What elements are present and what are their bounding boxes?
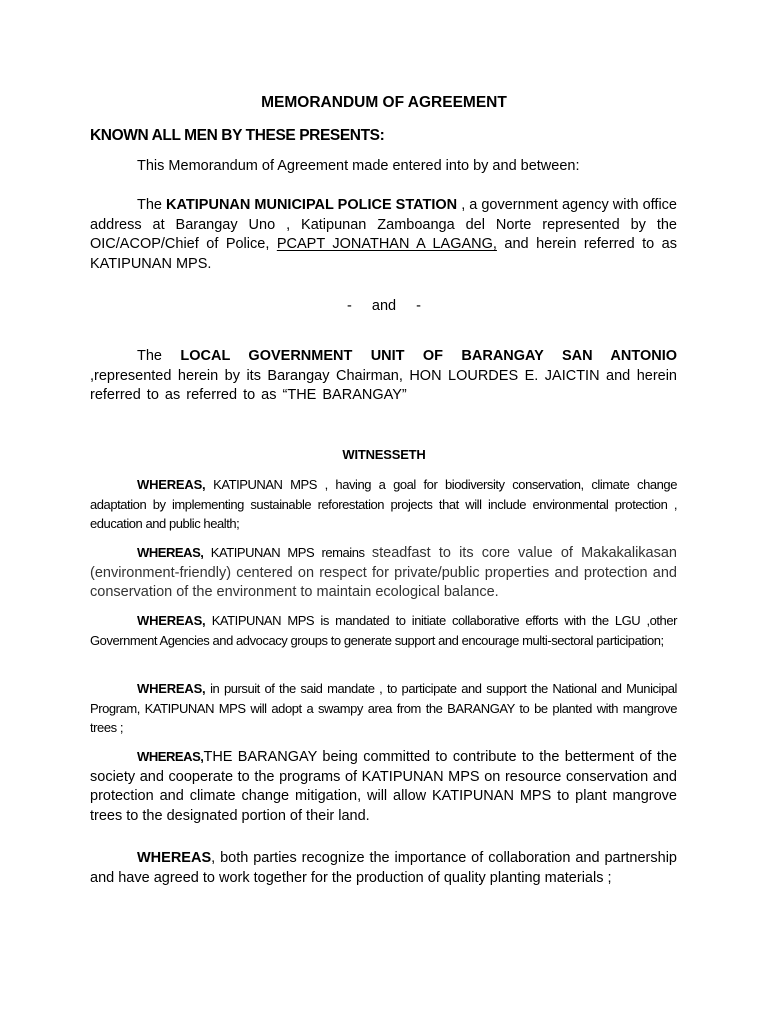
and-word: and xyxy=(371,298,397,314)
whereas-clause-6 xyxy=(90,849,677,888)
whereas-text: , both parties recognize the importance of collaboration and partnership and have agreed to work together for the production of quality planting materials ; xyxy=(90,850,677,886)
party1-text-a: , a government agency with office address at Barangay Uno , Katipunan Zamboanga del Norte represented by the OIC/ACOP/Chief of Police, xyxy=(90,197,677,252)
whereas-clause-5 xyxy=(90,747,677,826)
party1-paragraph xyxy=(90,196,677,274)
whereas-keyword: WHEREAS xyxy=(137,850,212,866)
whereas-clause-1 xyxy=(90,475,677,534)
intro-paragraph xyxy=(90,157,677,177)
whereas-text-a: KATIPUNAN MPS remains xyxy=(203,545,372,560)
party1-name: KATIPUNAN MUNICIPAL POLICE STATION xyxy=(166,197,458,213)
and-separator xyxy=(0,298,768,314)
whereas-clause-2 xyxy=(90,543,677,603)
document-title: MEMORANDUM OF AGREEMENT xyxy=(261,94,507,111)
whereas-text: KATIPUNAN MPS is mandated to initiate collaborative efforts with the LGU ,other Government Agencies and advocacy groups to generate support and encourage multi-sectoral participation; xyxy=(90,613,677,648)
whereas-clause-4 xyxy=(90,679,677,738)
party2-name: LOCAL GOVERNMENT UNIT OF BARANGAY SAN ANTONIO xyxy=(180,348,677,364)
whereas-keyword: WHEREAS, xyxy=(137,749,204,764)
whereas-clause-3 xyxy=(90,611,677,650)
party1-text-b: and herein referred to as KATIPUNAN MPS. xyxy=(90,236,677,272)
whereas-keyword: WHEREAS, xyxy=(137,681,206,696)
witnesseth-heading: WITNESSETH xyxy=(342,447,426,462)
party2-lead: The xyxy=(137,348,162,364)
party2-text: ,represented herein by its Barangay Chairman, HON LOURDES E. JAICTIN and herein referred to as referred to as “THE BARANGAY” xyxy=(90,367,677,403)
whereas-text: THE BARANGAY being committed to contribute to the betterment of the society and cooperate to the programs of KATIPUNAN MPS on resource conservation and protection and climate change mitigation, will allow KATIPUNAN MPS to plant mangrove trees to the designated portion of their land. xyxy=(90,749,677,824)
whereas-keyword: WHEREAS, xyxy=(137,545,204,560)
whereas-keyword: WHEREAS, xyxy=(137,613,206,628)
party1-lead: The xyxy=(137,197,162,213)
whereas-text-b: steadfast to its core value of Makakalikasan (environment-friendly) centered on respect for private/public properties and protection and conservation of the environment to maintain ecological balance. xyxy=(90,545,677,600)
whereas-text: in pursuit of the said mandate , to participate and support the National and Municipal Program, KATIPUNAN MPS will adopt a swampy area from the BARANGAY to be planted with mangrove trees ; xyxy=(90,681,677,735)
known-all-heading: KNOWN ALL MEN BY THESE PRESENTS: xyxy=(90,127,385,144)
intro-text: This Memorandum of Agreement made entered into by and between: xyxy=(137,158,580,174)
whereas-keyword: WHEREAS, xyxy=(137,477,206,492)
whereas-text: KATIPUNAN MPS , having a goal for biodiversity conservation, climate change adaptation by implementing sustainable reforestation projects that will include environmental protection , education and public health; xyxy=(90,477,677,531)
and-dash-left: - xyxy=(347,298,352,314)
party2-paragraph xyxy=(90,347,677,406)
party1-representative: PCAPT JONATHAN A LAGANG, xyxy=(276,236,497,252)
and-dash-right: - xyxy=(416,298,421,314)
